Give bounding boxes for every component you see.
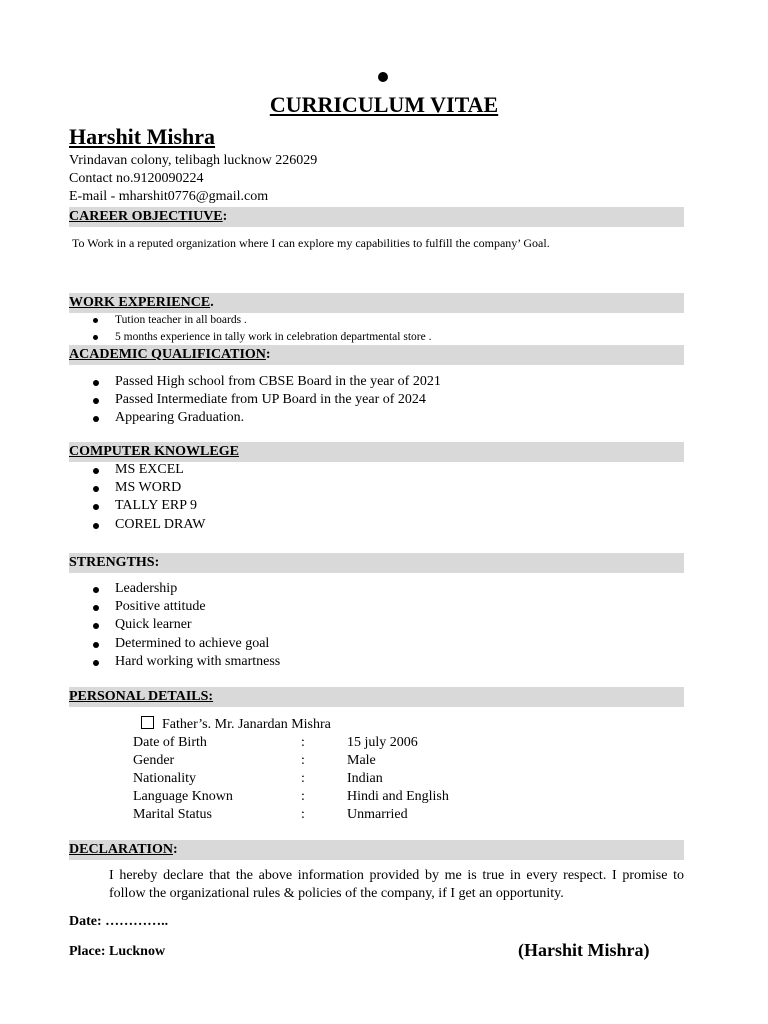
list-item: Leadership xyxy=(69,580,280,598)
strengths-section xyxy=(69,553,684,573)
personal-details-heading: PERSONAL DETAILS: xyxy=(69,689,214,704)
list-item: Passed Intermediate from UP Board in the year of 2024 xyxy=(69,391,441,409)
declaration-text: I hereby declare that the above information provided by me is true in every respect. I promise to follow the organizational rules & policies of the company, if I get an opportunity. xyxy=(109,868,684,901)
detail-colon: : xyxy=(301,735,305,750)
list-item: Passed High school from CBSE Board in the year of 2021 xyxy=(69,373,441,391)
strengths-list xyxy=(69,580,280,671)
detail-label: Language Known xyxy=(133,789,233,804)
top-bullet-mark xyxy=(378,72,388,82)
detail-label: Date of Birth xyxy=(133,735,207,750)
checkbox-icon xyxy=(141,716,154,729)
work-experience-list xyxy=(69,312,431,345)
date-line: Date: ………….. xyxy=(69,914,169,929)
declaration-heading: DECLARATION: xyxy=(69,842,178,857)
list-item: 5 months experience in tally work in celebration departmental store . xyxy=(69,329,431,346)
detail-colon: : xyxy=(301,789,305,804)
career-objective-text: To Work in a reputed organization where I can explore my capabilities to fulfill the company’ Goal. xyxy=(72,236,550,250)
list-item: Determined to achieve goal xyxy=(69,635,280,653)
detail-colon: : xyxy=(301,771,305,786)
computer-knowledge-heading: COMPUTER KNOWLEGE xyxy=(69,444,239,459)
detail-label: Marital Status xyxy=(133,807,212,822)
father-name: Father’s. Mr. Janardan Mishra xyxy=(162,717,331,732)
email-line: E-mail - mharshit0776@gmail.com xyxy=(69,189,269,204)
list-item: Tution teacher in all boards . xyxy=(69,312,431,329)
computer-knowledge-list xyxy=(69,461,206,534)
list-item: COREL DRAW xyxy=(69,516,206,534)
list-item: Positive attitude xyxy=(69,598,280,616)
address-line: Vrindavan colony, telibagh lucknow 226029 xyxy=(69,153,318,168)
detail-value: Male xyxy=(347,753,376,768)
candidate-name: Harshit Mishra xyxy=(69,124,216,149)
list-item: TALLY ERP 9 xyxy=(69,497,206,515)
computer-knowledge-section xyxy=(69,442,684,462)
academic-qualification-heading: ACADEMIC QUALIFICATION: xyxy=(69,347,271,362)
work-experience-heading: WORK EXPERIENCE. xyxy=(69,295,214,310)
detail-value: 15 july 2006 xyxy=(347,735,418,750)
detail-value: Hindi and English xyxy=(347,789,449,804)
work-experience-section xyxy=(69,293,684,313)
declaration-section xyxy=(69,840,684,860)
list-item: MS WORD xyxy=(69,479,206,497)
list-item: Appearing Graduation. xyxy=(69,409,441,427)
signature-name: (Harshit Mishra) xyxy=(518,940,650,960)
academic-qualification-section xyxy=(69,345,684,365)
detail-colon: : xyxy=(301,753,305,768)
father-name-line xyxy=(141,716,331,734)
detail-label: Nationality xyxy=(133,771,196,786)
list-item: MS EXCEL xyxy=(69,461,206,479)
academic-qualification-list xyxy=(69,373,441,428)
career-objective-section xyxy=(69,207,684,227)
detail-label: Gender xyxy=(133,753,175,768)
place-line: Place: Lucknow xyxy=(69,944,166,959)
detail-colon: : xyxy=(301,807,305,822)
detail-value: Indian xyxy=(347,771,383,786)
document-title: CURRICULUM VITAE xyxy=(269,92,499,117)
strengths-heading: STRENGTHS: xyxy=(69,555,160,570)
personal-details-section xyxy=(69,687,684,707)
contact-number: Contact no.9120090224 xyxy=(69,171,204,186)
list-item: Quick learner xyxy=(69,616,280,634)
detail-value: Unmarried xyxy=(347,807,408,822)
list-item: Hard working with smartness xyxy=(69,653,280,671)
career-objective-heading: CAREER OBJECTIUVE: xyxy=(69,209,228,224)
